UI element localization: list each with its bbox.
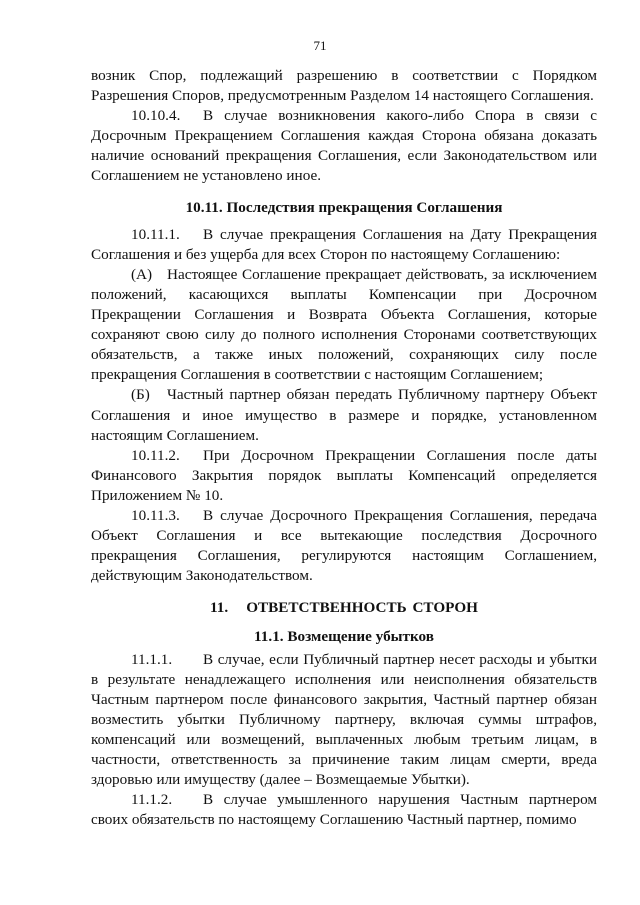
clause-text: В случае возникновения какого-либо Спора в связи с Досрочным Прекращением Соглашения каждая Сторона обязана доказать наличие оснований прекращения Соглашения, если Законодательством или Соглашением не установлено иное. — [91, 107, 597, 185]
clause-text: В случае умышленного нарушения Частным партнером своих обязательств по настоящему Соглашению Частный партнер, помимо — [91, 791, 597, 829]
clause-number: 10.10.4. — [131, 107, 181, 125]
clause-10-11-1 — [91, 225, 597, 265]
clause-11-1-2 — [91, 790, 597, 830]
section-heading-10-11: 10.11. Последствия прекращения Соглашения — [185, 198, 503, 216]
clause-text: В случае Досрочного Прекращения Соглашения, передача Объект Соглашения и все вытекающие последствия Досрочного прекращения Соглашения, регулируются настоящим Соглашением, действующим Законодательством. — [91, 506, 597, 585]
subclause-marker: (Б) — [131, 386, 150, 404]
clause-text: При Досрочном Прекращении Соглашения после даты Финансового Закрытия порядок выплаты Компенсаций определяется Приложением № 10. — [91, 446, 597, 504]
clause-number: 11.1.2. — [131, 791, 173, 809]
subclause-text: Частный партнер обязан передать Публичному партнеру Объект Соглашения и иное имущество в размере и порядке, установленном настоящим Соглашением. — [91, 386, 597, 444]
clause-10-11-3 — [91, 506, 597, 586]
subclause-text: Настоящее Соглашение прекращает действовать, за исключением положений, касающихся выплаты Компенсации при Досрочном Прекращении Соглашения и Возврата Объекта Соглашения, которые сохраняют свою силу до полного исполнения Сторонами соответствующих обязательств, а также иных положений, сохраняющих силу после прекращения Соглашения в соответствии с настоящим Соглашением; — [91, 265, 597, 384]
chapter-heading-11 — [91, 598, 597, 618]
subclause-b — [91, 385, 597, 445]
clause-text: В случае, если Публичный партнер несет расходы и убытки в результате ненадлежащего исполнения или неисполнения обязательств Частным партнером после финансового закрытия, Частный партнер обязан возместить убытки Публичному партнеру, включая суммы штрафов, компенсаций или возмещений, выплаченных любым третьим лицам, в частности, ответственность за причинение таким лицам смерти, вреда здоровью или имуществу (далее – Возмещаемые Убытки). — [91, 650, 597, 789]
subclause-marker: (А) — [131, 265, 153, 283]
document-body — [91, 66, 597, 830]
clause-10-10-4 — [91, 106, 597, 186]
paragraph-continuation: возник Спор, подлежащий разрешению в соответствии с Порядком Разрешения Споров, предусмотренным Разделом 14 настоящего Соглашения. — [91, 67, 597, 105]
clause-number: 11.1.1. — [131, 650, 173, 668]
page-number: 71 — [313, 38, 327, 53]
clause-number: 10.11.2. — [131, 446, 180, 464]
chapter-title: ОТВЕТСТВЕННОСТЬ СТОРОН — [246, 599, 478, 617]
section-heading-11-1: 11.1. Возмещение убытков — [254, 628, 434, 646]
clause-10-11-2 — [91, 446, 597, 506]
clause-number: 10.11.3. — [131, 506, 180, 524]
clause-11-1-1 — [91, 650, 597, 791]
clause-number: 10.11.1. — [131, 225, 180, 243]
clause-text: В случае прекращения Соглашения на Дату Прекращения Соглашения и без ущерба для всех Сторон по настоящему Соглашению: — [91, 225, 597, 263]
subclause-a — [91, 265, 597, 386]
chapter-number: 11. — [210, 599, 229, 617]
